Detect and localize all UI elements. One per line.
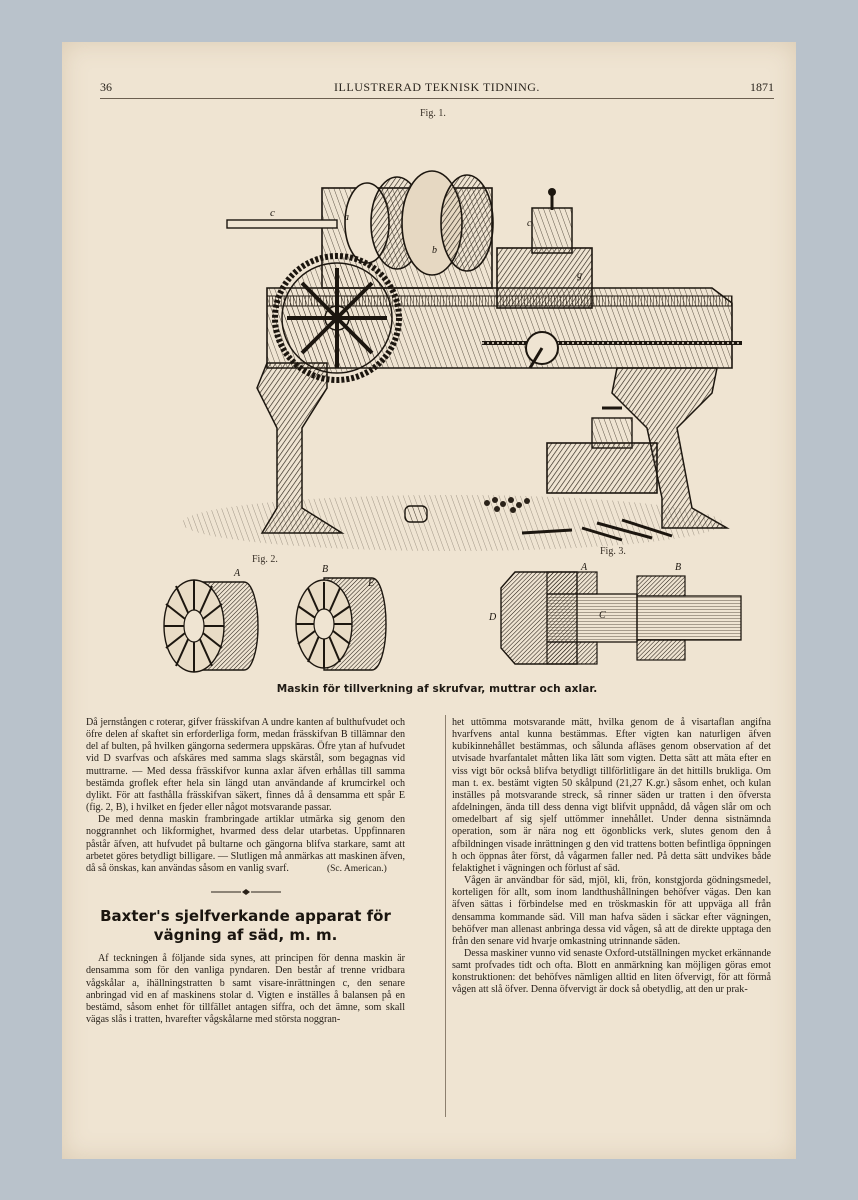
fig3-section-drawing [487, 558, 747, 678]
fig2-letter-e: E [368, 578, 375, 589]
right-paragraph-2: Vågen är användbar för säd, mjöl, kli, frön, konstgjorda gödningsmedel, korteligen för allt, som inom landthushållningen behöfver vägas. Den kan äfven sättas i förbindelse med en tröskmaskin för att uppväga all från densamma kommande säd. Vill man hafva säden i säckar efter vägningen, behöfver man allenast anbringa dessa vid vågen, så att de direkte upptaga den från den senare vid hvarje omkastning utrinnande säden. [452, 875, 771, 947]
fig3-letter-c: C [599, 610, 606, 621]
publication-title: ILLUSTRERAD TEKNISK TIDNING. [334, 80, 540, 94]
fig1-letter-c2: c [527, 218, 532, 229]
fig2-milling-cutters [154, 562, 394, 682]
fig1-machine-engraving [152, 128, 742, 558]
figure-caption: Maskin för tillverkning af skrufvar, muttrar och axlar. [276, 683, 598, 695]
fig3-letter-a: A [581, 562, 588, 573]
fig1-letter-g: g [577, 270, 582, 281]
fig1-letter-c1: c [270, 207, 275, 219]
fig1-letter-b: b [432, 245, 437, 256]
left-paragraph-2-text: De med denna maskin frambringade artiklar utmärka sig genom den noggrannhet och likformighet, hvarmed dess delar utarbetas. Uppfinnaren påstår äfven, att hufvudet på bultarne och gängorna blifva starkare, samt att arbetet göres betydligt billigare. — Slutligen må anmärkas att maskinen äfven, då så önskas, kan användas såsom en vanlig svarf. [86, 814, 405, 874]
right-paragraph-1: het uttömma motsvarande mätt, hvilka genom de å visartaflan angifna hvarfvens antal kunna bestämmas. Efter vigten kan naturligen äfven kubikinnehållet bestämmas, och sålunda afläses genom observation af det utvisade hvarfantalet måtten lika lätt som vigten. Detta sätt att mäta efter en viss vigt bör också blifva betydligt tillförlitligare än det hittills brukliga. Om man t. ex. bestämt vigten 50 skålpund (21,27 K.gr.) såsom enhet, och kulan inställes på motsvarande streck, så rinner säden ur tratten i den öfversta afdelningen, ända till dess denna vigt blifvit uppnådd, då vågen slår om och omedelbart af sig sjelf uttömmer innehållet. Under denna sistnämnda operation, som är nära nog ett ögonblicks verk, slutes genom den å afbildningen visade inrättningen g den vid trattens botten befintliga öppningen h och öppnas åter först, då vågarmen faller ned. På detta sätt undvikes både felaktighet i vägningen och förlust af säd. [452, 717, 771, 874]
fig2-letter-a: A [234, 568, 241, 579]
article-title: Baxter's sjelfverkande apparat för vägning af säd, m. m. [100, 907, 391, 945]
right-paragraph-3: Dessa maskiner vunno vid senaste Oxford-utställningen mycket erkännande samt profvades tidt och ofta. Blott en anmärkning kan möjligen göras emot konstruktionen: det behöfves nämligen alltid en liten öfvervigt, för att förmå vågen att slå öfver. Denna öfvervigt är dock så obetydlig, att den ur prak- [452, 947, 771, 996]
left-paragraph-1: Då jernstången c roterar, gifver frässkifvan A undre kanten af bulthufvudet och öfre delen af skaftet sin erforderliga form, medan frässkifvan B tillämnar den del af bulten, på hvilken gängorna sedermera uppskäras. Öfre ytan af hufvudet vid D svarfvas och afskäres med samma slags skärstål, som begagnas vid muttrarne. — Med dessa frässkifvor kunna axlar äfven erhållas till samma bestämda groflek efter hela sin längd utan användande af krumcirkel och dylikt. För att fasthålla frässkifvan säkert, finnes då å densamma ett spår E (fig. 2, B), i hvilket en fjeder eller något motsvarande passar. [86, 717, 405, 814]
fig1-label: Fig. 1. [420, 108, 446, 119]
source-credit: (Sc. American.) [326, 863, 387, 874]
fig3-label: Fig. 3. [600, 546, 626, 557]
newspaper-page [62, 42, 796, 1159]
fig3-letter-d: D [489, 612, 497, 623]
left-paragraph-2 [86, 814, 405, 875]
publication-year: 1871 [750, 80, 774, 94]
fig2-label: Fig. 2. [252, 554, 278, 565]
fig3-letter-b: B [675, 562, 682, 573]
running-head [100, 80, 774, 99]
left-column [86, 717, 405, 1026]
fig2-letter-b: B [322, 564, 329, 575]
left-paragraph-3: Af teckningen å följande sida synes, att principen för denna maskin är densamma som för den vanliga pyndaren. Den består af trenne vridbara vågskålar a, ihällningstratten b samt visare-inrättningen c, den senare anbringad vid en af maskinens stolar d. Vigten e inställes å balansen på en bestämd, såsom enhet för tillfället antagen siffra, och det ämne, som skall vägas slås i tratten, hvarefter vågskålarne med största noggran- [86, 953, 405, 1025]
column-divider [445, 715, 446, 1117]
fig1-letter-a: a [344, 212, 349, 223]
right-column [452, 717, 771, 997]
page-number: 36 [100, 80, 112, 94]
section-ornament [86, 887, 405, 899]
